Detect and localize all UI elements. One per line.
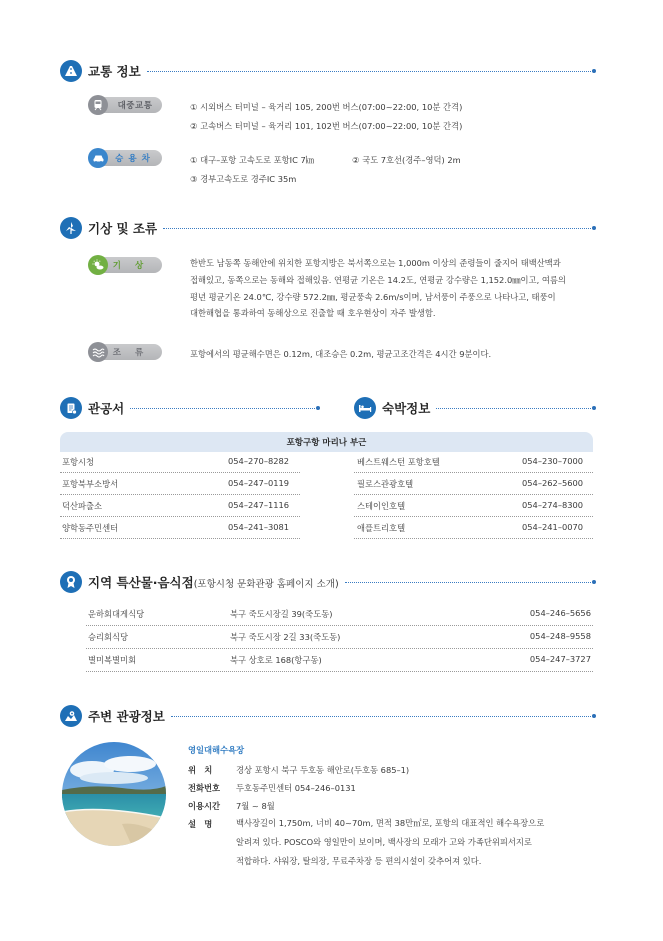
divider	[345, 582, 591, 583]
climate-line-3: 평년 평균기온 24.0℃, 강수량 572.2㎜, 평균풍속 2.6m/s이며, 남서풍이 주풍으로 나타나고, 태풍이	[190, 291, 556, 302]
office-phone: 054–270–8282	[228, 456, 290, 466]
restaurant-name: 별미복별미회	[88, 655, 137, 665]
lodging-title: 숙박정보	[382, 401, 431, 416]
map-pin-icon	[60, 705, 82, 727]
office-phone: 054–247–0119	[228, 478, 290, 488]
tour-section-header	[60, 705, 596, 727]
car-line-1a: ① 대구–포항 고속도로 포항IC 7㎞	[190, 155, 315, 165]
food-title	[88, 573, 339, 591]
divider	[147, 71, 591, 72]
restaurant-address: 북구 죽도시장 2길 33(죽도동)	[230, 632, 341, 642]
climate-text	[190, 255, 600, 322]
sun-cloud-icon	[88, 255, 108, 275]
train-icon	[88, 95, 108, 115]
climate-badge	[90, 257, 162, 273]
description-line-3: 적합하다. 샤워장, 탈의장, 무료주차장 등 편의시설이 갖추어져 있다.	[236, 856, 482, 866]
period-value: 7월 ~ 8월	[236, 801, 275, 811]
lodging-row	[354, 474, 593, 495]
car-line-2: ③ 경부고속도로 경주IC 35m	[190, 174, 297, 184]
climate-line-1: 한반도 남동쪽 동해안에 위치한 포항지방은 북서쪽으로는 1,000m 이상의 준령들이 줄지어 태백산맥과	[190, 258, 561, 268]
restaurant-row	[86, 627, 593, 649]
office-row	[60, 518, 300, 539]
contact-value: 두호동주민센터 054–246–0131	[236, 783, 356, 793]
office-row	[60, 496, 300, 517]
office-name: 포항시청	[62, 457, 95, 467]
office-name: 양학동주민센터	[62, 523, 119, 533]
food-title-main: 지역 특산물·음식점	[88, 575, 194, 590]
office-row	[60, 452, 300, 473]
windmill-icon	[60, 217, 82, 239]
transport-title: 교통 정보	[88, 64, 141, 79]
food-section-header	[60, 571, 596, 593]
contact-label: 전화번호	[188, 783, 221, 793]
tide-label: 조류	[112, 348, 158, 358]
lodging-phone: 054–230–7000	[522, 456, 584, 466]
climate-line-2: 접해있고, 동쪽으로는 동해와 접해있음. 연평균 기온은 14.2도, 연평균 강수량은 1,152.0㎜이고, 여름의	[190, 274, 566, 285]
climate-label: 기상	[112, 261, 158, 271]
period-label: 이용시간	[188, 801, 221, 811]
office-name: 포항북부소방서	[62, 479, 119, 489]
divider	[436, 408, 591, 409]
restaurant-phone: 054–246–5656	[529, 608, 591, 618]
weather-section-header	[60, 217, 596, 239]
lodging-name: 스테이인호텔	[357, 501, 406, 511]
lodging-phone: 054–241–0070	[522, 522, 584, 532]
lodging-phone: 054–262–5600	[522, 478, 584, 488]
public-transport-line-2: ② 고속버스 터미널 – 육거리 101, 102번 버스(07:00~22:00, 10분 간격)	[190, 121, 463, 131]
divider	[130, 408, 315, 409]
beach-name: 영일대해수욕장	[188, 745, 245, 755]
description-text	[236, 814, 598, 871]
restaurant-row	[86, 650, 593, 672]
offices-section-header	[60, 397, 320, 419]
food-subtitle: (포항시청 문화관광 홈페이지 소개)	[193, 579, 339, 590]
tide-badge	[90, 344, 162, 360]
location-label: 위 치	[188, 765, 213, 775]
restaurant-phone: 054–248–9558	[529, 631, 591, 641]
lodging-section-header	[354, 397, 596, 419]
lodging-name: 필로스관광호텔	[357, 479, 414, 489]
restaurant-address: 북구 상호로 168(항구동)	[230, 655, 322, 665]
restaurant-row	[86, 604, 593, 626]
lodging-row	[354, 496, 593, 517]
car-icon	[88, 148, 108, 168]
lodging-phone: 054–274–8300	[522, 500, 584, 510]
car-line-1b: ② 국도 7호선(경주–영덕) 2m	[352, 155, 461, 165]
car-badge	[90, 150, 162, 166]
road-icon	[60, 60, 82, 82]
office-phone: 054–247–1116	[228, 500, 290, 510]
tide-text: 포항에서의 평균해수면은 0.12m, 대조승은 0.2m, 평균고조간격은 4시간 9분이다.	[190, 349, 492, 359]
beach-photo	[62, 742, 166, 846]
lodging-name: 베스트웨스턴 포항호텔	[357, 457, 440, 467]
restaurant-address: 북구 죽도시장길 39(죽도동)	[230, 609, 333, 619]
public-transport-line-1: ① 시외버스 터미널 – 육거리 105, 200번 버스(07:00~22:00, 10분 간격)	[190, 102, 463, 112]
lodging-row	[354, 452, 593, 473]
document-icon	[60, 397, 82, 419]
tour-title: 주변 관광정보	[88, 709, 165, 724]
description-line-2: 알려져 있다. POSCO와 영일만이 보이며, 백사장의 모래가 고와 가족단위피서지로	[236, 837, 532, 847]
public-transport-badge	[90, 97, 162, 113]
office-row	[60, 474, 300, 495]
office-name: 덕산파출소	[62, 501, 103, 511]
wave-icon	[88, 342, 108, 362]
description-line-1: 백사장길이 1,750m, 너비 40~70m, 면적 38만㎡로, 포항의 대표적인 해수욕장으로	[236, 818, 545, 828]
restaurant-phone: 054–247–3727	[529, 654, 591, 664]
car-label: 승용차	[115, 154, 155, 164]
marina-band: 포항구항 마리나 부근	[60, 432, 593, 452]
office-phone: 054–241–3081	[228, 522, 290, 532]
award-ribbon-icon	[60, 571, 82, 593]
lodging-row	[354, 518, 593, 539]
divider	[163, 228, 591, 229]
public-transport-label: 대중교통	[117, 101, 153, 111]
restaurant-name: 운하회대게식당	[88, 609, 145, 619]
location-value: 경상 포항시 북구 두호동 해안로(두호동 685–1)	[236, 765, 410, 775]
description-label: 설 명	[188, 819, 213, 829]
transport-section-header	[60, 60, 596, 82]
weather-title: 기상 및 조류	[88, 221, 158, 236]
restaurant-name: 승리회식당	[88, 632, 129, 642]
divider	[171, 716, 591, 717]
climate-line-4: 대한해협을 통과하여 동해상으로 진출할 때 호우현상이 자주 발생함.	[190, 308, 436, 319]
lodging-name: 애플트리호텔	[357, 523, 406, 533]
bed-icon	[354, 397, 376, 419]
offices-title: 관공서	[88, 401, 125, 416]
